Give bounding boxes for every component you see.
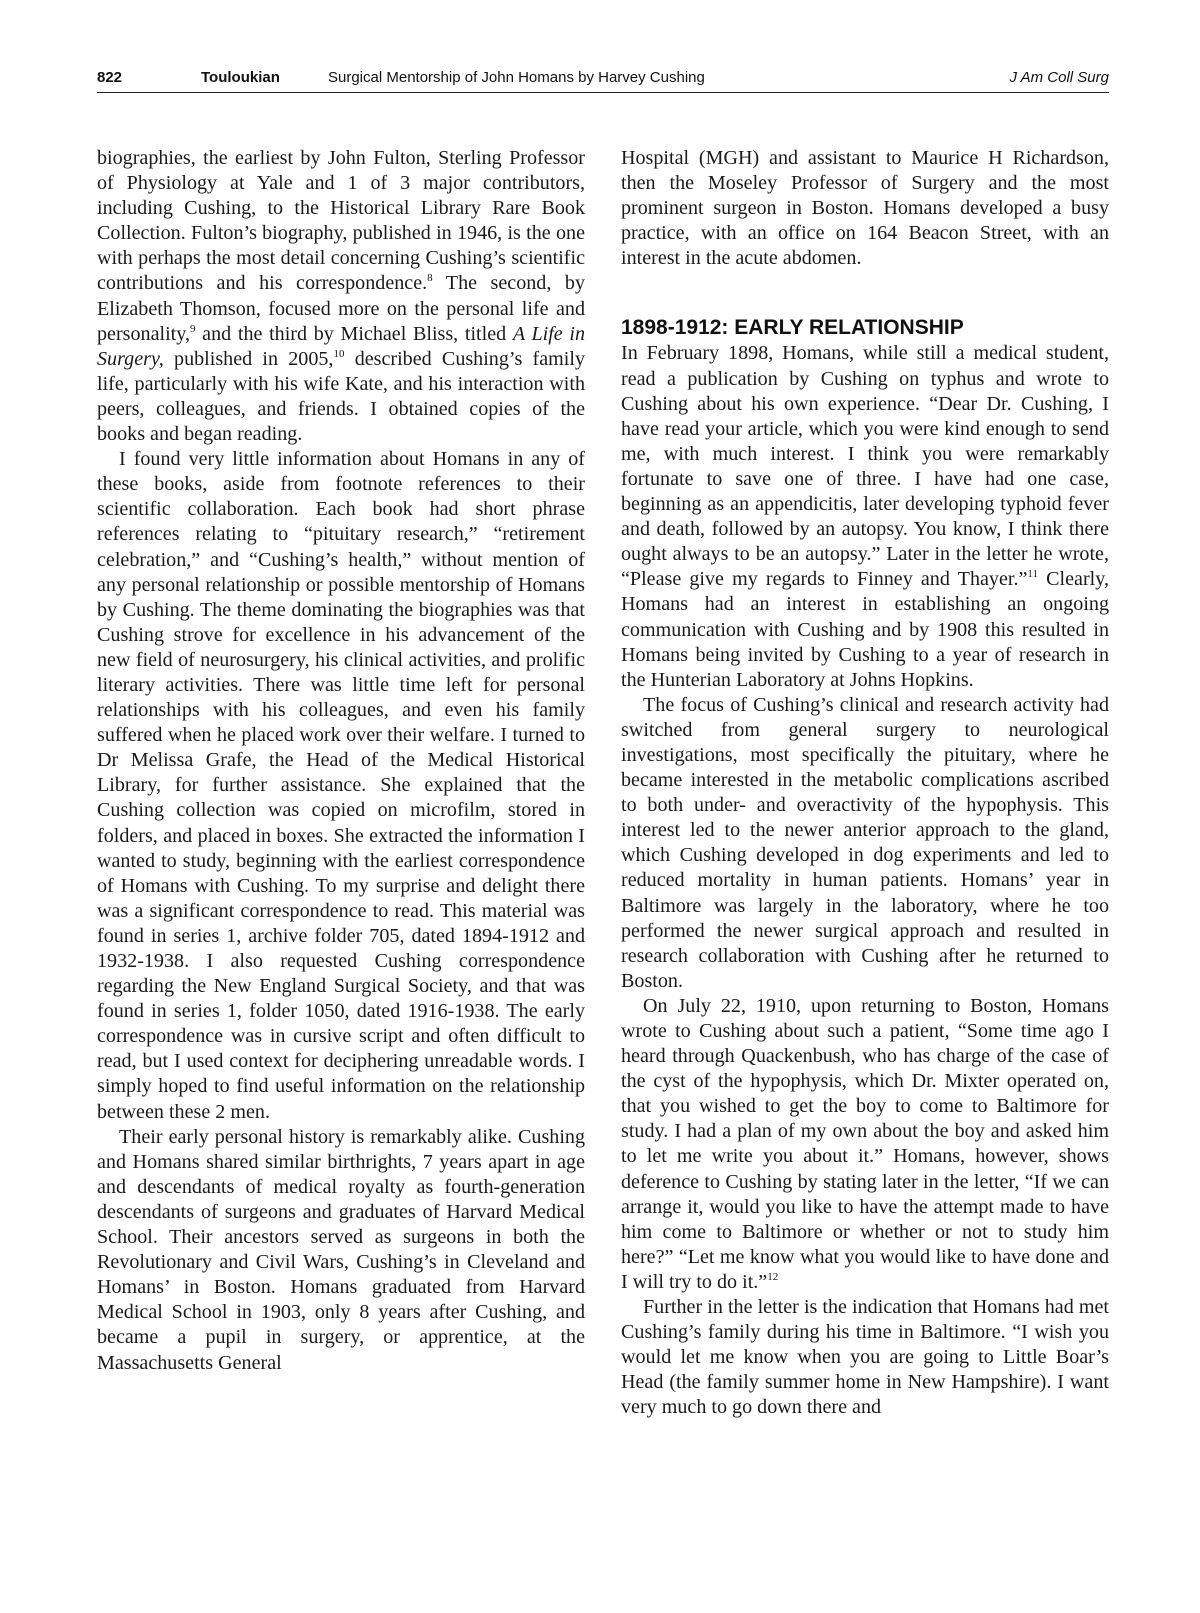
reference-10: 10 (333, 347, 345, 360)
text-run: published in 2005, (163, 347, 334, 370)
reference-12: 12 (767, 1270, 779, 1283)
text-run: Clearly, Homans had an interest in establishing an ongoing communication with Cushing and by 1908 this resulted in Homans being invited by Cushing to a year of research in the Hunterian Laboratory at Johns Hopkins. (621, 568, 1109, 691)
text-run: On July 22, 1910, upon returning to Boston, Homans wrote to Cushing about such a patient, “Some time ago I heard through Quackenbush, who has charge of the case of the cyst of the hypophysis, which Dr. Mixter operated on, that you wished to get the boy to come to Baltimore for study. I had a plan of my own about the boy and asked him to let me write you about it.” Homans, however, shows deference to Cushing by stating later in the letter, “If we can arrange it, would you like to have the attempt made to have him come to Baltimore or whether or not to study him here?” “Let me know what you would like to have done and I will try to do it.” (621, 994, 1109, 1293)
right-paragraph-2 (621, 341, 1109, 692)
right-column (621, 146, 1109, 1421)
text-run: In February 1898, Homans, while still a medical student, read a publication by Cushing on typhus and wrote to Cushing about his own experience. “Dear Dr. Cushing, I have read your article, which you were kind enough to send me, with much interest. I think you were remarkably fortunate to save one of three. I have had one case, beginning as an appendicitis, later developing typhoid fever and death, followed by an autopsy. You know, I think there ought always to be an autopsy.” Later in the letter he wrote, “Please give my regards to Finney and Thayer.” (621, 342, 1109, 591)
running-head-author: Touloukian (201, 69, 280, 86)
reference-11: 11 (1027, 568, 1038, 581)
left-column (97, 146, 585, 1376)
text-run: The second, by Elizabeth Thomson, focused more on the personal life and personality, (97, 272, 585, 345)
reference-9: 9 (190, 322, 196, 335)
section-heading: 1898-1912: EARLY RELATIONSHIP (621, 316, 964, 340)
right-paragraph-5: Further in the letter is the indication that Homans had met Cushing’s family during his time in Baltimore. “I wish you would let me know when you are going to Little Boar’s Head (the family summer home in New Hampshire). I want very much to go down there and (621, 1296, 1109, 1419)
right-paragraph-4 (621, 994, 1109, 1295)
text-run: and the third by Michael Bliss, titled (195, 322, 513, 345)
running-head-journal: J Am Coll Surg (1009, 69, 1109, 86)
running-head-title: Surgical Mentorship of John Homans by Harvey Cushing (328, 69, 705, 86)
left-paragraph-2: I found very little information about Homans in any of these books, aside from footnote references to their scientific collaboration. Each book had short phrase references relating to “pituitary research,” “retirement celebration,” and “Cushing’s health,” without mention of any personal relationship or possible mentorship of Homans by Cushing. The theme dominating the biographies was that Cushing strove for excellence in his advancement of the new field of neurosurgery, his clinical activities, and prolific literary activities. There was little time left for personal relationships with his colleagues, and even his family suffered when he placed work over their welfare. I turned to Dr Melissa Grafe, the Head of the Medical Historical Library, for further assistance. She explained that the Cushing collection was copied on microfilm, stored in folders, and placed in boxes. She extracted the information I wanted to study, beginning with the earliest correspondence of Homans with Cushing. To my surprise and delight there was a significant correspondence to read. This material was found in series 1, archive folder 705, dated 1894-1912 and 1932-1938. I also requested Cushing correspondence regarding the New England Surgical Society, and that was found in series 1, folder 1050, dated 1916-1938. The early correspondence was in cursive script and often difficult to read, but I used context for deciphering unreadable words. I simply hoped to find useful information on the relationship between these 2 men. (97, 448, 585, 1123)
book-title: A Life in Surgery, (97, 322, 585, 370)
right-paragraph-1: Hospital (MGH) and assistant to Maurice H Richardson, then the Moseley Professor of Surgery and the most prominent surgeon in Boston. Homans developed a busy practice, with an office on 164 Beacon Street, with an interest in the acute abdomen. (621, 147, 1109, 270)
running-head (97, 68, 1109, 93)
page-number: 822 (97, 69, 123, 86)
text-run: biographies, the earliest by John Fulton, Sterling Professor of Physiology at Yale and 1 of 3 major contributors, including Cushing, to the Historical Library Rare Book Collection. Fulton’s biography, published in 1946, is the one with perhaps the most detail concerning Cushing’s scientific contributions and his correspondence. (97, 147, 585, 295)
text-run: described Cushing’s family life, particularly with his wife Kate, and his interaction with peers, colleagues, and friends. I obtained copies of the books and began reading. (97, 347, 585, 446)
left-paragraph-3: Their early personal history is remarkably alike. Cushing and Homans shared similar birthrights, 7 years apart in age and descendants of medical royalty as fourth-generation descendants of surgeons and graduates of Harvard Medical School. Their ancestors served as surgeons in both the Revolutionary and Civil Wars, Cushing’s in Cleveland and Homans’ in Boston. Homans graduated from Harvard Medical School in 1903, only 8 years after Cushing, and became a pupil in surgery, or apprentice, at the Massachusetts General (97, 1125, 585, 1374)
right-paragraph-3: The focus of Cushing’s clinical and research activity had switched from general surgery to neurological investigations, most specifically the pituitary, where he became interested in the metabolic complications ascribed to both under- and overactivity of the hypophysis. This interest led to the newer anterior approach to the gland, which Cushing developed in dog experiments and led to reduced mortality in human patients. Homans’ year in Baltimore was largely in the laboratory, where he too performed the newer surgical approach and resulted in research collaboration with Cushing after he returned to Boston. (621, 693, 1109, 992)
left-paragraph-1 (97, 146, 585, 447)
reference-8: 8 (427, 272, 433, 285)
